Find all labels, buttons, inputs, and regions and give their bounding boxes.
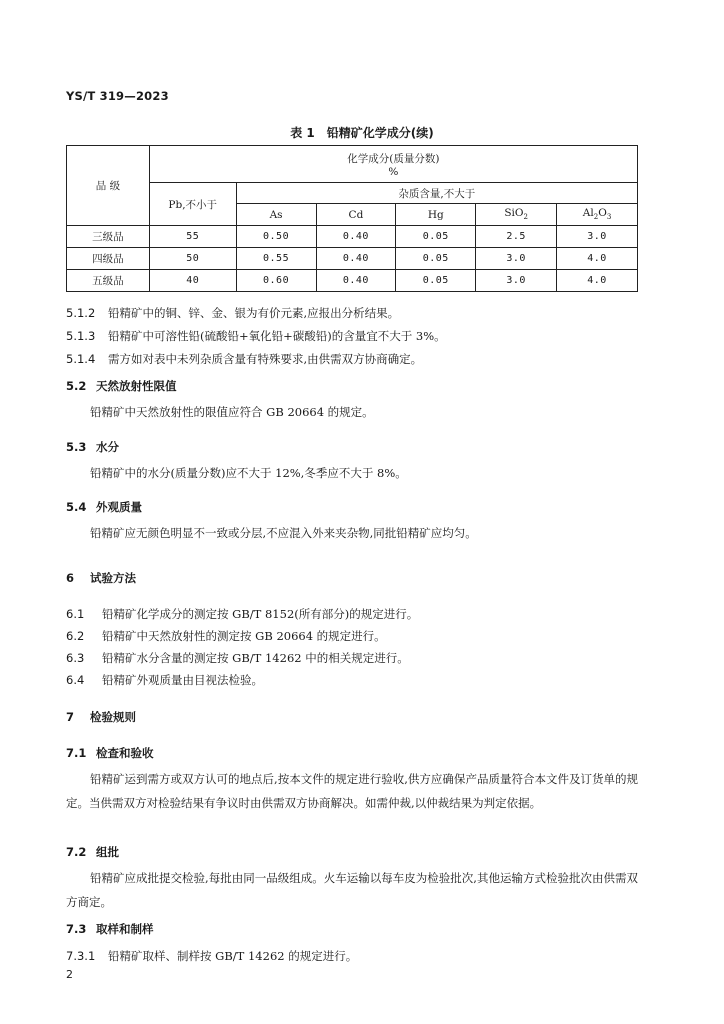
clause-text: 铅精矿化学成分的测定按 GB/T 8152(所有部分)的规定进行。 (102, 607, 419, 621)
clause-number: 7.3.1 (66, 949, 96, 963)
clause-number: 5.1.3 (66, 329, 96, 343)
clause-text: 铅精矿中可溶性铅(硫酸铅+氧化铅+碳酸铅)的含量宜不大于 3%。 (108, 329, 446, 343)
section-title: 天然放射性限值 (96, 379, 177, 393)
row-pb: 50 (149, 248, 236, 270)
section-5-2-text: 铅精矿中天然放射性的限值应符合 GB 20664 的规定。 (90, 405, 374, 419)
table-row (67, 248, 638, 270)
section-title: 外观质量 (96, 500, 142, 514)
row-grade: 三级品 (67, 226, 150, 248)
section-7-1-text: 铅精矿运到需方或双方认可的地点后,按本文件的规定进行验收,供方应确保产品质量符合本文件及订货单的规定。当供需双方对检验结果有争议时由供需双方协商解决。如需仲裁,以仲裁结果为判定依据。 (66, 772, 638, 810)
clause-number: 5.1.4 (66, 352, 96, 366)
clause-number: 5.1.2 (66, 306, 96, 320)
section-number: 7.3 (66, 922, 87, 936)
section-7-2-text: 铅精矿应成批提交检验,每批由同一品级组成。火车运输以每车皮为检验批次,其他运输方式检验批次由供需双方商定。 (66, 871, 638, 909)
section-6-heading (66, 570, 136, 586)
table-caption: 表 1 铅精矿化学成分(续) (290, 126, 434, 140)
section-number: 5.3 (66, 440, 87, 454)
clause-5-1-4 (66, 351, 422, 367)
al2o3-sub1: 2 (593, 213, 599, 222)
col-sio2 (476, 204, 557, 226)
clause-text: 铅精矿水分含量的测定按 GB/T 14262 中的相关规定进行。 (102, 651, 409, 665)
section-5-2-heading (66, 378, 177, 394)
clause-5-1-2 (66, 305, 399, 321)
section-5-3-heading (66, 439, 119, 455)
section-number: 7.2 (66, 845, 87, 859)
clause-6-2 (66, 628, 386, 644)
col-hg: Hg (396, 204, 476, 226)
row-cd: 0.40 (316, 270, 396, 292)
composition-table (66, 145, 638, 292)
row-as: 0.60 (236, 270, 316, 292)
clause-number: 6.3 (66, 651, 85, 665)
row-sio2: 3.0 (476, 270, 557, 292)
section-7-3-heading (66, 921, 154, 937)
clause-6-4 (66, 672, 263, 688)
sio2-base: SiO (504, 207, 524, 220)
row-sio2: 2.5 (476, 226, 557, 248)
row-grade: 五级品 (67, 270, 150, 292)
clause-text: 铅精矿中天然放射性的测定按 GB 20664 的规定进行。 (102, 629, 386, 643)
section-number: 5.4 (66, 500, 87, 514)
row-sio2: 3.0 (476, 248, 557, 270)
section-number: 7.1 (66, 746, 87, 760)
clause-text: 需方如对表中未列杂质含量有特殊要求,由供需双方协商确定。 (108, 352, 423, 366)
al2o3-o: O (598, 207, 607, 220)
section-title: 取样和制样 (96, 922, 154, 936)
section-number: 6 (66, 571, 75, 585)
section-5-4-heading (66, 499, 142, 515)
row-hg: 0.05 (396, 248, 476, 270)
row-cd: 0.40 (316, 248, 396, 270)
composition-header (149, 146, 637, 183)
table-row (67, 226, 638, 248)
composition-header-label: 化学成分(质量分数) (347, 152, 440, 165)
clause-7-3-1 (66, 948, 357, 964)
grade-header: 品 级 (67, 146, 150, 226)
row-as: 0.50 (236, 226, 316, 248)
clause-text: 铅精矿取样、制样按 GB/T 14262 的规定进行。 (108, 949, 358, 963)
section-number: 5.2 (66, 379, 87, 393)
clause-text: 铅精矿中的铜、锌、金、银为有价元素,应报出分析结果。 (108, 306, 400, 320)
sio2-sub: 2 (523, 213, 528, 222)
row-al2o3: 3.0 (557, 226, 638, 248)
section-title: 组批 (96, 845, 119, 859)
clause-number: 6.2 (66, 629, 85, 643)
clause-number: 6.4 (66, 673, 85, 687)
row-al2o3: 4.0 (557, 270, 638, 292)
clause-6-1 (66, 606, 418, 622)
section-5-3-text: 铅精矿中的水分(质量分数)应不大于 12%,冬季应不大于 8%。 (90, 466, 407, 480)
pb-header: Pb,不小于 (149, 183, 236, 226)
section-title: 检查和验收 (96, 746, 154, 760)
row-al2o3: 4.0 (557, 248, 638, 270)
row-pb: 55 (149, 226, 236, 248)
table-row (67, 270, 638, 292)
row-pb: 40 (149, 270, 236, 292)
row-as: 0.55 (236, 248, 316, 270)
section-7-1-heading (66, 745, 154, 761)
row-hg: 0.05 (396, 270, 476, 292)
section-title: 检验规则 (90, 710, 136, 724)
row-grade: 四级品 (67, 248, 150, 270)
row-hg: 0.05 (396, 226, 476, 248)
al2o3-al: Al (582, 207, 594, 220)
document-code-header: YS/T 319—2023 (66, 89, 169, 103)
section-7-heading (66, 709, 136, 725)
section-title: 试验方法 (90, 571, 136, 585)
clause-6-3 (66, 650, 409, 666)
al2o3-sub2: 3 (606, 213, 612, 222)
clause-5-1-3 (66, 328, 446, 344)
row-cd: 0.40 (316, 226, 396, 248)
clause-text: 铅精矿外观质量由目视法检验。 (102, 673, 263, 687)
composition-unit: % (388, 165, 399, 178)
col-as: As (236, 204, 316, 226)
col-cd: Cd (316, 204, 396, 226)
section-title: 水分 (96, 440, 119, 454)
section-5-4-text: 铅精矿应无颜色明显不一致或分层,不应混入外来夹杂物,同批铅精矿应均匀。 (90, 526, 477, 540)
section-7-2-heading (66, 844, 119, 860)
page-number: 2 (66, 968, 73, 981)
impurity-header: 杂质含量,不大于 (236, 183, 637, 204)
clause-number: 6.1 (66, 607, 85, 621)
section-number: 7 (66, 710, 75, 724)
col-al2o3 (557, 204, 638, 226)
